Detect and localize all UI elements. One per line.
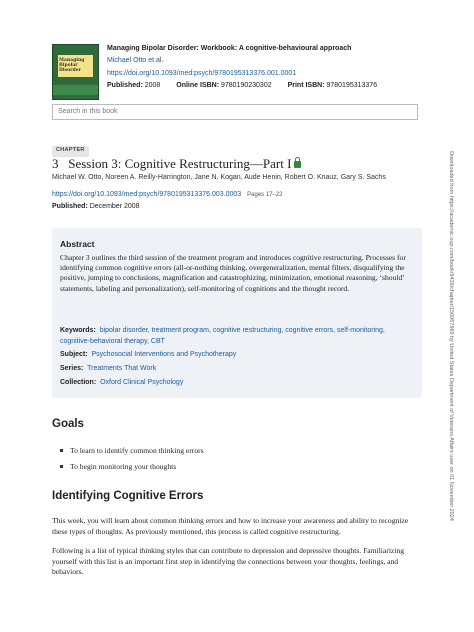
cover-text: Managing Bipolar Disorder: [59, 58, 85, 73]
chapter-doi: [52, 191, 283, 198]
book-meta: Published: 2008 Online ISBN: 9780190230302 Print ISBN: 9780195313376: [107, 82, 378, 89]
chapter-doi-link[interactable]: https://doi.org/10.1093/med:psych/9780195313376.003.0003: [52, 191, 242, 198]
chapter-title: 3 Session 3: Cognitive Restructuring—Part I: [52, 156, 301, 172]
series-row: Series: Treatments That Work: [60, 365, 157, 372]
keyword-links[interactable]: bipolar disorder, treatment program, cognitive restructuring, cognitive errors, self-monitoring, cognitive-behavioral therapy, CBT: [60, 327, 385, 345]
keywords-row: Keywords: bipolar disorder, treatment program, cognitive restructuring, cognitive errors, self-monitoring, cognitive-behavioral therapy, CBT: [60, 327, 385, 345]
goal-item: To begin monitoring your thoughts: [60, 462, 176, 471]
book-author-link[interactable]: Michael Otto et al.: [107, 57, 164, 64]
subject-link[interactable]: Psychosocial Interventions and Psychotherapy: [91, 351, 237, 358]
goal-item: To learn to identify common thinking errors: [60, 446, 204, 455]
chapter-authors[interactable]: Michael W. Otto, Noreen A. Reilly-Harrington, Jane N. Kogan, Aude Henin, Robert O. Knauz, Gary S. Sachs: [52, 174, 386, 181]
series-link[interactable]: Treatments That Work: [87, 365, 157, 372]
section-heading: Identifying Cognitive Errors: [52, 490, 204, 502]
chapter-pages: Pages 17–22: [247, 192, 283, 198]
open-access-lock-icon: [294, 161, 301, 168]
collection-row: Collection: Oxford Clinical Psychology: [60, 379, 184, 386]
abstract-heading: Abstract: [60, 239, 95, 249]
section-paragraph: This week, you will learn about common thinking errors and how to increase your awareness and ability to recognize these types of thoughts. As previously mentioned, this process is called cognitive restructuring.: [52, 516, 409, 536]
book-title: Managing Bipolar Disorder: Workbook: A cognitive-behavioural approach: [107, 45, 352, 52]
subject-row: Subject: Psychosocial Interventions and Psychotherapy: [60, 351, 237, 358]
download-side-note: Downloaded from https://academic.oup.com/book/9439/chapter/156067989 by United States Department of Veterans Affairs user on 01 November 2024: [448, 151, 454, 521]
abstract-panel: [52, 228, 422, 398]
chapter-badge: CHAPTER: [52, 146, 89, 157]
book-header: [52, 44, 422, 100]
abstract-text: Chapter 3 outlines the third session of the treatment program and introduces cognitive restructuring. Processes for identifying common cognitive errors (all-or-nothing thinking, overgeneralization, mental filters, disqualifying the positive, jumping to conclusions, magnification and catastrophizing, minimization, emotional reasoning, ‘should’ statements, labeling and personalization), self-monitoring of cognitions and the thought record.: [60, 253, 406, 293]
book-cover-image[interactable]: [52, 44, 99, 100]
collection-link[interactable]: Oxford Clinical Psychology: [100, 379, 184, 386]
search-in-book-input[interactable]: Search in this book: [52, 104, 418, 120]
book-doi-link[interactable]: https://doi.org/10.1093/med:psych/9780195313376.001.0001: [107, 70, 297, 77]
chapter-published: Published: December 2008: [52, 203, 140, 210]
section-paragraph: Following is a list of typical thinking styles that can contribute to depression and depressive thoughts. Familiarizing yourself with this list is an important first step in identifying the connections between your thoughts, feelings, and behaviors.: [52, 546, 405, 576]
goals-heading: Goals: [52, 418, 84, 430]
